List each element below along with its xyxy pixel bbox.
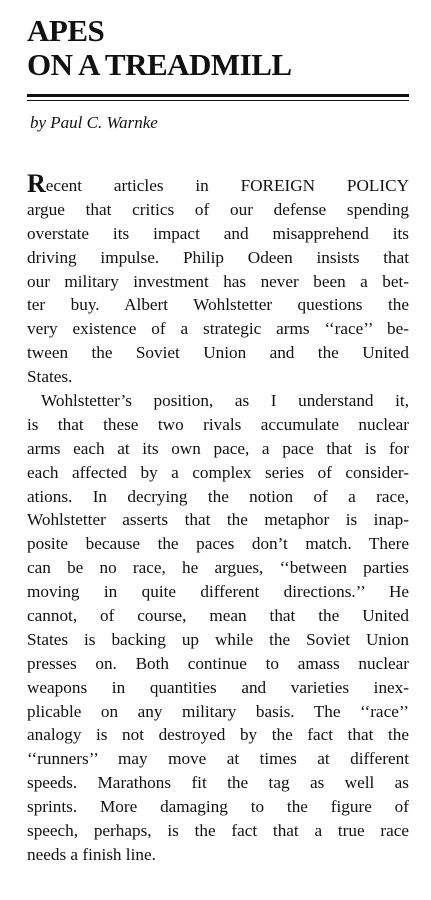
body-line: needs a finish line.: [27, 844, 156, 864]
body-line: posite because the paces don’t match. There: [27, 534, 409, 554]
body-line: arms each at its own pace, a pace that is for: [27, 438, 409, 458]
body-line: moving in quite different directions.’’ He: [27, 582, 409, 602]
title-rule-thin: [27, 100, 409, 101]
byline: by Paul C. Warnke: [30, 113, 158, 132]
drop-cap: R: [27, 174, 46, 198]
body-line: Recent articles in FOREIGN POLICY: [27, 174, 409, 198]
body-line: ations. In decrying the notion of a race,: [27, 486, 409, 506]
body-line: speech, perhaps, is the fact that a true race: [27, 821, 409, 841]
title-line-2: ON A TREADMILL: [27, 47, 292, 82]
body-line: is that these two rivals accumulate nuclear: [27, 414, 409, 434]
body-line: States is backing up while the Soviet Union: [27, 629, 409, 649]
body-line: Wohlstetter’s position, as I understand it,: [41, 391, 409, 411]
body-line: cannot, of course, mean that the United: [27, 606, 409, 626]
article-body: [27, 174, 409, 867]
body-line: our military investment has never been a bet-: [27, 271, 409, 291]
body-line: overstate its impact and misapprehend its: [27, 223, 409, 243]
body-line: can be no race, he argues, ‘‘between parties: [27, 558, 409, 578]
body-line: plicable on any military basis. The ‘‘race’’: [27, 701, 409, 721]
body-line: States.: [27, 367, 73, 387]
body-line: sprints. More damaging to the figure of: [27, 797, 409, 817]
body-line: each affected by a complex series of consider-: [27, 462, 409, 482]
title-line-1: APES: [27, 13, 105, 48]
body-line: very existence of a strategic arms ‘‘race’’ be-: [27, 319, 409, 339]
body-line: ter buy. Albert Wohlstetter questions the: [27, 295, 409, 315]
body-line: driving impulse. Philip Odeen insists that: [27, 247, 409, 267]
body-line: speeds. Marathons fit the tag as well as: [27, 773, 409, 793]
body-line: ‘‘runners’’ may move at times at different: [27, 749, 409, 769]
body-line: analogy is not destroyed by the fact that the: [27, 725, 409, 745]
body-line: presses on. Both continue to amass nuclear: [27, 653, 409, 673]
body-line: argue that critics of our defense spending: [27, 199, 409, 219]
title-rule-thick: [27, 94, 409, 97]
body-line: weapons in quantities and varieties inex-: [27, 677, 409, 697]
body-line: tween the Soviet Union and the United: [27, 343, 409, 363]
article-title: [27, 14, 292, 82]
body-line: Wohlstetter asserts that the metaphor is inap-: [27, 510, 409, 530]
